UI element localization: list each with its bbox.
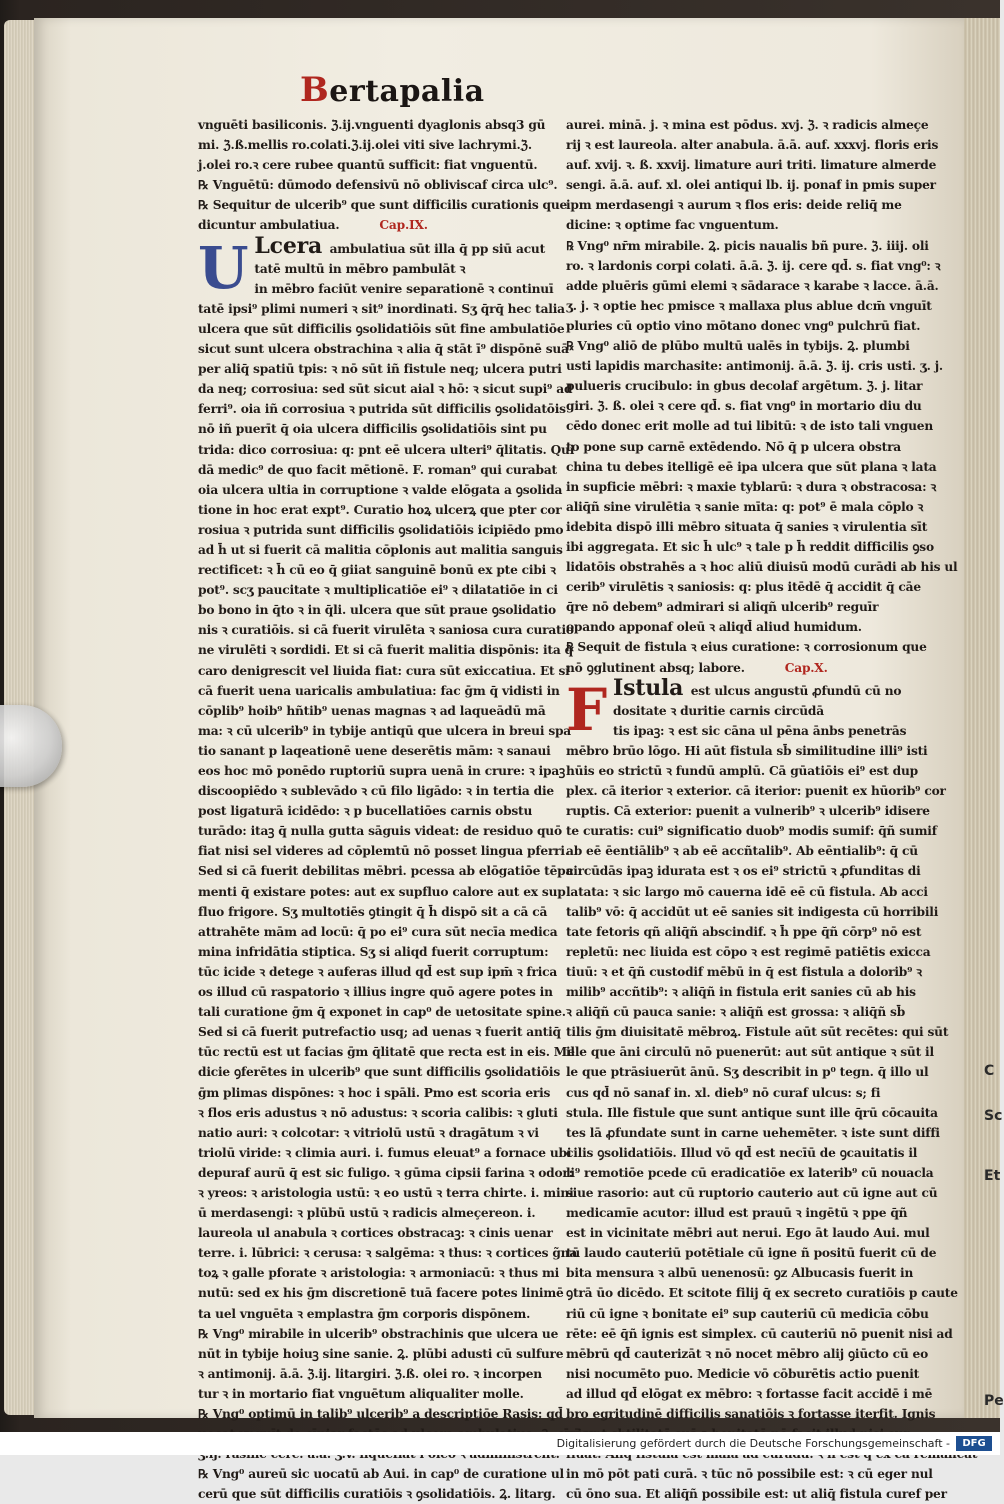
margin-letter: Sc xyxy=(984,1108,1003,1124)
text-line: usti lapidis marchasite: antimonij. ā.ā. ℨ. ij. cris usti. ʒ. j. xyxy=(566,359,943,374)
text-line: tur ꝛ in mortario fiat vnguētum aliqualiter molle. xyxy=(198,1386,524,1401)
text-line: tali curatione ḡm q̄ exponet in cap⁰ de uetositate spine. xyxy=(198,1005,566,1020)
text-line: ꝛ flos eris adustus ꝛ nō adustus: ꝛ scoria calibis: ꝛ gluti xyxy=(198,1105,558,1120)
text-line: tū laudo cauteriū potētiale cū igne ñ positū fuerit cū de xyxy=(566,1246,937,1261)
margin-letter: Et xyxy=(984,1168,1001,1184)
text-line: attrahēte mām ad locū: q̄ po ei⁹ cura sūt necīa medica xyxy=(198,924,558,939)
text-line: ro. ꝛ lardonis corpi colati. ā.ā. ℨ. ij. cere qd̄. s. fiat vng⁰: ꝛ xyxy=(566,258,941,273)
text-line: cū ōno sua. Et aliq̄ñ possibile est: ut aliq̄ fistula curef per xyxy=(566,1487,947,1502)
text-line: cēdo donec erit molle ad tui libitū: ꝛ de isto tali vnguen xyxy=(566,419,934,434)
right-column xyxy=(566,115,958,1504)
text-line: te curatis: cui⁹ significatio duob⁹ modis sumif: q̄ñ sumif xyxy=(566,824,937,839)
text-line: rēte: eē q̄ñ ignis est simplex. cū cauteriū nō puenit nisi ad xyxy=(566,1326,953,1341)
text-line: dicie ꝯferētes in ulcerib⁹ que sunt difficilis ꝯsolidatiōis xyxy=(198,1065,560,1080)
text-line: tatē multū in mēbro pambulāt ꝛ xyxy=(254,261,466,276)
text-line: caro denigrescit vel liuida fiat: cura sūt exiccatiua. Et si xyxy=(198,663,570,678)
decorated-initial: F xyxy=(566,675,607,744)
text-line: nisi nocumēto puo. Medicie vō cōburētis actio puenit xyxy=(566,1366,920,1381)
text-line: latata: ꝛ sic largo mō cauerna idē eē cū fistula. Ab acci xyxy=(566,884,928,899)
text-line: q̄re nō debem⁹ admirari si aliqñ ulcerib⁹ reguīr xyxy=(566,600,879,615)
text-line: aliq̄ñ sine virulētia ꝛ sanie mīta: q: pot⁹ ē mala cōplo ꝛ xyxy=(566,499,924,514)
text-line: oia ulcera ultia in corruptione ꝛ valde elōgata a ꝯsolida xyxy=(198,482,563,497)
decorated-initial: U xyxy=(198,233,249,302)
text-line: in mō pōt pati curā. ꝛ tūc nō possibile est: ꝛ cū eger nul xyxy=(566,1467,933,1482)
text-line: talib⁹ vō: q̄ accidūt ut eē sanies sit indigesta cū horribili xyxy=(566,904,939,919)
text-line: tis ipaꝫ: ꝛ est sic cāna ul pēna ānbs penetrās xyxy=(612,723,907,738)
text-line: discoopiēdo ꝛ sublevādo ꝛ cū filo ligādo: ꝛ in tertia die xyxy=(198,784,554,799)
text-line: menti q̄ existare potes: aut ex supfluo calore aut ex sup xyxy=(198,884,566,899)
text-line: pulueris crucibulo: in gbus decolaf argētum. ℨ. j. litar xyxy=(566,379,923,394)
text-line: ℞ Vng⁰ optimū in talib⁹ ulcerib⁹ a descriptiōe Rasis: qd̄ xyxy=(198,1407,563,1421)
text-line: lidatōis obstrahēs a ꝛ hoc aliū diuisū modū curādi ab his ul xyxy=(566,560,958,575)
text-line: rij ꝛ est laureola. alter anabula. ā.ā. auf. xxxvj. floris eris xyxy=(566,138,939,153)
text-line: pluries cū optio vino mōtano donec vng⁰ pulchrū fiat. xyxy=(566,318,921,333)
text-line: depuraf aurū q̄ est sic fuligo. ꝛ gūma cipsii farina ꝛ odor: xyxy=(198,1165,573,1180)
text-line: natio auri: ꝛ colcotar: ꝛ vitriolū ustū ꝛ dragātum ꝛ vi xyxy=(198,1125,539,1140)
text-line: turādo: itaꝫ q̄ nulla gutta sāguis videat: de residuo quō xyxy=(198,824,562,839)
text-line: fluo frigore. Sʒ multotiēs ꝯtingit q̄ h̄ dispō sit a cā cā xyxy=(198,904,548,919)
chapter-rubric: Cap.X. xyxy=(784,660,828,675)
text-line: sicut sunt ulcera obstrachina ꝛ alia q̄ stāt ī⁹ dispōnē suā xyxy=(198,342,569,357)
text-line: to pone sup carnē extēdendo. Nō q̄ p ulcera obstra xyxy=(566,439,901,454)
text-line: aurei. minā. j. ꝛ mina est pōdus. xvj. ℨ. ꝛ radicis almeçe xyxy=(566,118,929,132)
text-line: auf. xvij. ꝛ. ß. xxvij. limature auri triti. limature almerde xyxy=(566,158,937,173)
text-line: bita mensura ꝛ albū uenenosū: ꝯz Albucasis fuerit in xyxy=(566,1266,914,1281)
text-line: dositate ꝛ duritie carnis circūdā xyxy=(612,703,824,718)
text-line: ʒ. j. ꝛ optie hec pmisce ꝛ mallaxa plus ablue dcm̄ vnguīt xyxy=(566,298,932,313)
text-line: medicamīe acutor: illud est prauū ꝛ ingētū ꝛ ppe q̄ñ xyxy=(566,1206,908,1221)
text-line: ꝛ aliq̄ñ cū pauca sanie: ꝛ aliq̄ñ est grossa: ꝛ aliq̄ñ sb̄ xyxy=(566,1005,906,1020)
text-line: pot⁹. scʒ paucitate ꝛ multiplicatiōe ei⁹ ꝛ dilatatiōe in ci xyxy=(198,583,558,598)
chapter-rubric: Cap.IX. xyxy=(379,218,428,233)
text-line: tate fetoris qñ aliq̄ñ abscindif. ꝛ h̄ ppe q̄ñ cōrp⁹ nō est xyxy=(566,924,922,939)
text-line: sengi. ā.ā. auf. xl. olei antiqui lb. ij. ponaf in pmis super xyxy=(566,178,936,193)
page-header xyxy=(300,70,485,110)
text-line: ad illud qd̄ elōgat ex mēbro: ꝛ fortasse facit accidē i mē xyxy=(566,1386,933,1401)
text-line: rectificet: ꝛ h̄ cū eo q̄ giiat sanguinē bonū ex pte cibi ꝛ xyxy=(198,563,556,578)
text-line: china tu debes itelligē eē ipa ulcera que sūt plana ꝛ lata xyxy=(566,459,937,474)
text-line: ille que āni circulū nō puenerūt: aut sūt antique ꝛ sūt il xyxy=(566,1045,934,1060)
text-line: cā fuerit uena uaricalis ambulatiua: fac ḡm q̄ vidisti in xyxy=(198,683,560,698)
margin-letter: Pe xyxy=(984,1393,1004,1409)
margin-letter: C xyxy=(984,1063,995,1079)
text-line: adde pluēris gūmi elemi ꝛ sādarace ꝛ karabe ꝛ lacce. ā.ā. xyxy=(566,278,939,293)
text-line: nutū: sed ex his ḡm discretionē tuā facere potes linimē xyxy=(198,1286,564,1301)
text-line: tilis ḡm diuisitatē mēbroꝝ. Fistule aūt sūt recētes: qui sūt xyxy=(566,1025,949,1040)
text-line: nō iñ puerīt q̄ oia ulcera difficilis ꝯsolidatiōis sint pu xyxy=(198,422,547,437)
text-line: ℞ Sequit de fistula ꝛ eius curatione: ꝛ corrosionum que xyxy=(566,640,927,655)
text-line: tione in hoc erat expt⁹. Curatio hoꝝ ulcerꝝ que pter cor xyxy=(198,502,562,517)
text-line-content: nō ꝯglutinent absq; labore. xyxy=(566,660,745,675)
text-line: le que ptrāsiuerūt ānū. Sʒ describit in p⁰ tegn. q̄ illo ul xyxy=(566,1065,929,1080)
text-line: nis ꝛ curatiōis. si cā fuerit virulēta ꝛ saniosa cura curatio xyxy=(198,623,574,638)
text-line: ℞ Vng⁰ nr̄m mirabile. Ꝝ. picis naualis bñ pure. ℨ. iiij. oli xyxy=(566,238,929,253)
text-line: est in vicinitate mēbri aut nerui. Ego āt laudo Aui. mul xyxy=(566,1226,930,1241)
text-line: tatē ipsi⁹ plimi numeri ꝛ sit⁹ inordinati. Sʒ q̄rq̄ hec talia xyxy=(198,301,565,316)
text-line: os illud cū raspatorio ꝛ illius ingre quō agere potes in xyxy=(198,985,553,1000)
text-line: giri. ℨ. ß. olei ꝛ cere qd̄. s. fiat vng⁰ in mortario diu du xyxy=(566,399,922,414)
text-line: ꝛ yreos: ꝛ aristologia ustū: ꝛ eo ustū ꝛ terra chirte. i. mini xyxy=(198,1185,574,1200)
text-line: ferri⁹. oia iñ corrosiua ꝛ putrida sūt difficilis ꝯsolidatōis xyxy=(198,402,566,417)
text-line: tūc icide ꝛ detege ꝛ auferas illud qd̄ est sup ipm̄ ꝛ frica xyxy=(198,964,558,979)
text-line: vnguēti basiliconis. ℨ.ij.vnguenti dyaglonis absq3 gū xyxy=(198,118,546,132)
text-line: ipm merdasengi ꝛ aurum ꝛ flos eris: deide reliq̄ me xyxy=(566,198,902,213)
text-line: milib⁹ accñtib⁹: ꝛ aliq̄ñ in fistula erit sanies cū ab his xyxy=(566,985,916,1000)
text-line: cōplib⁹ hoib⁹ hñtib⁹ uenas magnas ꝛ ad laqueādū mā xyxy=(198,703,546,718)
text-line: cilis ꝯsolidatiōis. Illud vō qd̄ est necīū de ꝯcauitatis il xyxy=(566,1145,918,1160)
text-line: post ligaturā icidēdo: ꝛ p bucellatiōes carnis obstu xyxy=(198,804,533,819)
text-line: tūc rectū est ut facias ḡm q̄litatē que recta est in eis. Me xyxy=(198,1045,575,1060)
text-line: opando apponaf oleū ꝛ aliqd̄ aliud humidum. xyxy=(566,620,862,635)
text-line: terre. i. lūbrici: ꝛ cerusa: ꝛ salgēma: ꝛ thus: ꝛ cortices g̃na xyxy=(198,1246,578,1261)
text-line: ta uel vnguēta ꝛ emplastra ḡm corporis dispōnem. xyxy=(198,1306,531,1321)
text-line: cus qd̄ nō sanaf in. xl. dieb⁹ nō curaf ulcus: s; fi xyxy=(566,1085,881,1100)
text-line-content: dicuntur ambulatiua. xyxy=(198,218,340,233)
text-line: ℞ Vng⁰ aliō de plūbo multū ualēs in tybijs. Ꝝ. plumbi xyxy=(566,339,910,354)
chapter-first-word: Istula xyxy=(612,674,691,701)
text-line: trida: dico corrosiua: q: pnt eē ulcera ulteri⁹ q̄litatis. Qui xyxy=(198,442,575,457)
text-line: bo bono in q̄to ꝛ in q̄li. ulcera que sūt praue ꝯsolidatio xyxy=(198,603,556,618)
text-line: ne virulēti ꝛ sordidi. Et si cā fuerit malitia dispōnis: ita q̄ xyxy=(198,643,573,658)
text-line: in mēbro faciūt venire separationē ꝛ continuī xyxy=(254,281,554,296)
text-line: toꝝ ꝛ galle pforate ꝛ aristologia: ꝛ armoniacū: ꝛ thus mi xyxy=(198,1266,560,1281)
text-line: cerū que sūt difficilis curatiōis ꝛ ꝯsolidatiōis. Ꝝ. litarg. xyxy=(198,1487,556,1502)
text-line: hūis eo strictū ꝛ fundū amplū. Cā gūatiōis ei⁹ est dup xyxy=(566,764,918,778)
text-line: ℞ Vnguētū: dūmodo defensivū nō obliviscaf circa ulc⁹. xyxy=(198,178,558,193)
text-line: riū cū igne ꝛ bonitate ei⁹ sup cauteriū cū medicīa cōbu xyxy=(566,1306,929,1321)
text-line: ab eē ēentiālib⁹ ꝛ ab eē accñtalib⁹. Ab eēntialib⁹: q̄ cū xyxy=(566,844,918,859)
text-line-content: est ulcus angustū ꝓfundū cū no xyxy=(690,683,902,698)
text-line: circūdās ipaꝫ idurata est ꝛ os ei⁹ strictū ꝛ ꝓfunditas di xyxy=(566,864,921,879)
header-initial: B xyxy=(300,70,330,110)
text-line: ꝛ antimonij. ā.ā. ℨ.ij. litargiri. ℨ.ß. olei ro. ꝛ incorpen xyxy=(198,1366,542,1381)
text-line-content: ambulatiua sūt illa q̄ pp siū acut xyxy=(329,241,546,256)
text-line xyxy=(198,215,554,235)
text-line: rosiua ꝛ putrida sunt difficilis ꝯsolidatiōis icipiēdo pmo xyxy=(198,522,564,537)
text-line: li⁹ remotiōe pcede cū eradicatiōe ex laterib⁹ cū nouacla xyxy=(566,1165,934,1180)
text-line: dicine: ꝛ optime fac vnguentum. xyxy=(566,218,779,233)
text-line: tes lā ꝓfundate sunt in carne uehemēter. ꝛ iste sunt diffi xyxy=(566,1125,940,1140)
text-line: mēbrū qd̄ cauterizāt ꝛ nō nocet mēbro alij ꝯiūcto cū eo xyxy=(566,1346,929,1361)
text-line: repletū: nec liuida est cōpo ꝛ est regimē patiētis exicca xyxy=(566,944,931,959)
text-line: ℞ Vng⁰ mirabile in ulcerib⁹ obstrachinis que ulcera ue xyxy=(198,1326,559,1341)
left-column xyxy=(198,115,578,1504)
text-line: tio sanant p laqeationē uene deserētis mām: ꝛ sanaui xyxy=(198,743,551,758)
text-line: ℞ Sequitur de ulcerib⁹ que sunt difficilis curationis que xyxy=(198,198,568,213)
dfg-logo: DFG xyxy=(956,1436,992,1451)
text-line: stula. Ille fistule que sunt antique sunt ille q̄rū cōcauita xyxy=(566,1105,938,1120)
text-line: ulcera que sūt difficilis ꝯsolidatiōis sūt fine ambulatiōe xyxy=(198,321,565,336)
text-line: per aliq̄ spatiū tpis: ꝛ nō sūt iñ fistule neq; ulcera putri xyxy=(198,362,562,377)
text-line: tiuū: ꝛ et q̄ñ custodif mēbū in q̄ est fistula a dolorib⁹ ꝛ xyxy=(566,964,922,979)
text-line: fiat nisi sel videres ad cōplemtū nō posset lingua pferri. xyxy=(198,844,569,859)
footer-credit: Digitalisierung gefördert durch die Deutsche Forschungsgemeinschaft - xyxy=(556,1437,950,1450)
chapter-first-word: Lcera xyxy=(254,232,330,259)
text-line: nūt in tybije hoiuꝫ sine sanie. Ꝝ. plūbi adusti cū sulfure xyxy=(198,1346,564,1361)
text-line: plex. cā iterior ꝛ exterior. cā iterior: puenit ex hūorib⁹ cor xyxy=(566,784,946,799)
text-line: eos hoc mō ponēdo ruptoriū supra uenā in crure: ꝛ ipaꝫ xyxy=(198,764,566,778)
text-line: ad h̄ ut si fuerit cā malitia cōplonis aut malitia sanguis xyxy=(198,542,563,557)
text-line: cerib⁹ virulētis ꝛ saniosis: q: plus itēdē q̄ accidit q̄ cāe xyxy=(566,580,921,595)
text-line: ruptis. Cā exterior: puenit a vulnerib⁹ ꝛ ulcerib⁹ idisere xyxy=(566,804,930,819)
text-line: mēbro brūo lōgo. Hi aūt fistula sb̄ similitudine illi⁹ isti xyxy=(566,743,928,758)
footer-bar xyxy=(0,1432,1000,1455)
text-line: j.olei ro.ꝛ cere rubee quantū sufficit: fiat vnguentū. xyxy=(198,158,538,173)
text-line: bro egritudinē difficilis sanatiōis ꝛ fortasse iterfit. Ignis xyxy=(566,1407,936,1421)
text-line: Sed si cā fuerit putrefactio usq; ad uenas ꝛ fuerit antiq̄ xyxy=(198,1025,561,1040)
text-line: da neq; corrosiua: sed sūt sicut aial ꝛ hō: ꝛ sicut supi⁹ ad xyxy=(198,382,573,397)
header-title: ertapalia xyxy=(329,74,485,109)
text-line: mina infridātia stiptica. Sʒ si aliqd fuerit corruptum: xyxy=(198,944,549,959)
text-line: triolū viride: ꝛ climia auri. i. fumus eleuat⁹ a fornace ubi xyxy=(198,1145,572,1160)
text-line: idebita dispō illi mēbro situata q̄ sanies ꝛ virulentia sīt xyxy=(566,519,928,534)
text-line: ū merdasengi: ꝛ plūbū ustū ꝛ radicis almeçereon. i. xyxy=(198,1206,536,1221)
text-line: siue rasorio: aut cū ruptorio cauterio aut cū igne aut cū xyxy=(566,1185,938,1200)
text-line: ma: ꝛ cū ulcerib⁹ in tybije antiqū que ulcera in breui spa xyxy=(198,723,571,738)
text-line: ꝯtrā ūo dicēdo. Et scitote filij q̄ ex secreto curatiōis p caute xyxy=(566,1286,958,1301)
text-line: in supficie mēbri: ꝛ maxie tyblarū: ꝛ dura ꝛ obstracosa: ꝛ xyxy=(566,479,937,494)
right-page-stack xyxy=(962,18,1004,1418)
text-line: dā medic⁹ de quo facit mētionē. F. roman⁹ qui curabat xyxy=(198,462,557,477)
text-line: mi. ℨ.ß.mellis ro.colati.ℨ.ij.olei viti sive lachrymi.ℨ. xyxy=(198,138,532,153)
text-line: laureola ul anabula ꝛ cortices obstracaꝫ: ꝛ cinis uenar xyxy=(198,1226,553,1241)
text-line: ibi aggregata. Et sic h̄ ulc⁹ ꝛ tale p h̄ reddit difficilis ꝯso xyxy=(566,539,934,554)
text-line: Sed si cā fuerit debilitas mēbri. pcessa ab elōgatiōe tēpa xyxy=(198,864,574,879)
text-line: ḡm plimas dispōnes: ꝛ hoc i spāli. Pmo est scoria eris xyxy=(198,1085,551,1100)
text-line: ℞ Vng⁰ aureū sic uocatū ab Aui. in cap⁰ de curatione ul xyxy=(198,1467,564,1482)
